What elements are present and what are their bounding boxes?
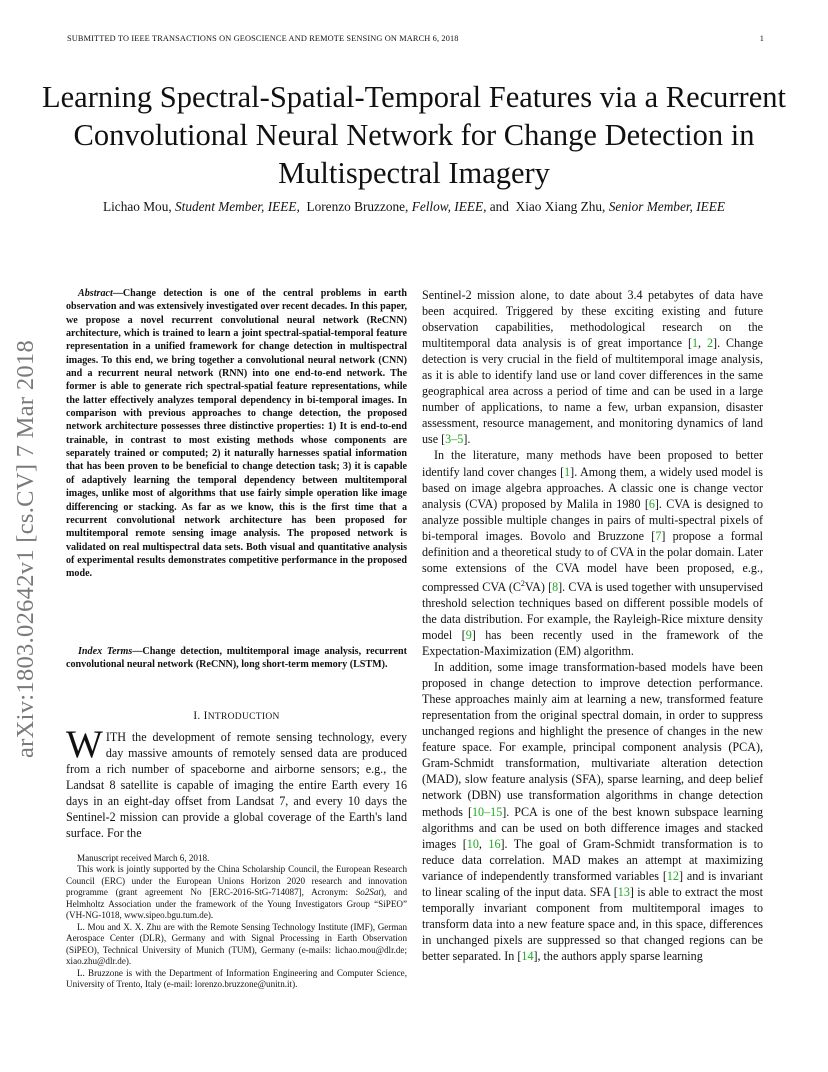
- right-column: [422, 287, 763, 964]
- author-membership: Student Member, IEEE,: [175, 199, 300, 214]
- abstract-lead: Abstract: [78, 288, 113, 299]
- citation-link[interactable]: 16: [488, 836, 501, 851]
- citation-link[interactable]: 8: [552, 579, 559, 594]
- author-list: [40, 198, 788, 216]
- citation-range-dash: –: [484, 804, 491, 819]
- body-text: ]. Among them, a widely used model is based on image algebra approaches. A classic one is change vector analysis (CVA) proposed by Malila in 1980 [: [422, 464, 764, 511]
- author-conjunction: and: [489, 199, 509, 214]
- author-membership: Fellow, IEEE,: [411, 199, 487, 214]
- citation-link[interactable]: 1: [691, 336, 699, 351]
- footnote: [66, 864, 407, 921]
- intro-text: ITH the development of remote sensing technology, every day massive amounts of remotely sensed data are produced from a rich number of spaceborne and airborne sensors; e.g., the Landsat 8 satellite is capable of imaging the entire Earth every 16 days in an eight-day offset from Landsat 7, and every 10 days the Sentinel-2 mission can provide a global coverage of the Earth's land surface. For the: [66, 730, 407, 841]
- index-terms-lead: Index Terms: [78, 646, 133, 657]
- footnote: L. Mou and X. X. Zhu are with the Remote Sensing Technology Institute (IMF), German Aerospace Center (DLR), Germany and with Signal Processing in Earth Observation (SiPEO), Technical University of Munich (TUM), Germany (e-mails: lichao.mou@dlr.de; xiao.zhu@dlr.de).: [66, 921, 407, 967]
- citation-link[interactable]: 6: [648, 496, 655, 511]
- footnote-text: This work is jointly supported by the China Scholarship Council, the European Research Council (ERC) under the European Unions Horizon 2020 research and innovation programme (grant agreement No [ERC-2016-StG-714087], Acronym:: [66, 864, 407, 898]
- superscript: 2: [520, 578, 525, 588]
- body-text: ].: [463, 432, 471, 447]
- footnote-text: ), and Helmholtz Association under the framework of the Young Investigators Group “SiPEO” (VH-NG-1018, www.sipeo.bgu.tum.de).: [66, 887, 407, 921]
- journal-header: SUBMITTED TO IEEE TRANSACTIONS ON GEOSCIENCE AND REMOTE SENSING ON MARCH 6, 2018: [67, 34, 459, 43]
- section-title: NTRODUCTION: [207, 712, 280, 722]
- footnote-text: So2Sat: [355, 887, 381, 898]
- citation-link[interactable]: 14: [521, 948, 534, 963]
- body-text: ]. PCA is one of the best known subspace learning algorithms and can be used on both difference images and stacked images [: [422, 804, 763, 851]
- body-paragraph: [422, 287, 763, 447]
- author-name: Lorenzo Bruzzone,: [306, 199, 409, 214]
- arxiv-stamp: arXiv:1803.02642v1 [cs.CV] 7 Mar 2018: [12, 339, 39, 758]
- body-text: ,: [478, 836, 489, 851]
- author-name: Lichao Mou,: [102, 199, 172, 214]
- body-text: ,: [698, 336, 707, 351]
- body-paragraph: [422, 447, 763, 659]
- paper-title: Learning Spectral-Spatial-Temporal Features via a Recurrent Convolutional Neural Network for Change Detection in Multispectral Imagery: [42, 80, 786, 190]
- body-text: In the literature, many methods have been proposed to better identify land cover changes [: [422, 448, 763, 479]
- citation-link[interactable]: 1: [564, 464, 571, 479]
- body-text: VA) [: [524, 579, 553, 594]
- abstract-text: —Change detection is one of the central problems in earth observation and was extensively investigated over recent decades. In this paper, we propose a novel recurrent convolutional neural network (ReCNN) architecture, which is trained to learn a joint spectral-spatial-temporal feature representation in a unified framework for change detection in multispectral images. To this end, we bring together a convolutional neural network (CNN) and a recurrent neural network (RNN) into one end-to-end network. The former is able to generate rich spectral-spatial feature representations, while the latter effectively analyzes temporal dependency in bi-temporal images. In comparison with previous approaches to change detection, the proposed network architecture possesses three distinctive properties: 1) It is end-to-end trainable, in contrast to most existing methods whose components are separately trained or computed; 2) it naturally harnesses spatial information that has been proven to be beneficial to change detection task; 3) it is capable of adaptively learning the temporal dependency between multitemporal images, unlike most of algorithms that use fairly simple operation like image differencing or stacking. As far as we know, this is the first time that a recurrent convolutional network architecture has been proposed for multitemporal remote sensing image analysis. The proposed network is validated on real multispectral data sets. Both visual and quantitative analysis of experimental results demonstrates competitive performance in the proposed mode.: [66, 288, 407, 580]
- index-terms: [66, 645, 407, 672]
- citation-link[interactable]: 10: [472, 804, 485, 819]
- intro-paragraph: [66, 723, 407, 841]
- citation-link[interactable]: 7: [655, 528, 662, 543]
- body-text: ] has been recently used in the framework of the Expectation-Maximization (EM) algorithm.: [422, 628, 764, 659]
- drop-cap: W: [66, 723, 103, 766]
- page-number: 1: [759, 34, 764, 43]
- abstract: [66, 287, 407, 581]
- body-text: ]. CVA is designed to analyze possible multiple changes in pairs of multi-spectral pixels of bi-temporal images. Bovolo and Bruzzone [: [422, 496, 763, 543]
- body-text: In addition, some image transformation-based models have been proposed in change detection to improve detection performance. These approaches mainly aim at learning a new, transformed feature representation from the original spectral domain, in order to suppress unchanged regions and highlight the presence of changes in the new feature space. For example, principal component analysis (PCA), Gram-Schmidt transformation, multivariate alteration detection (MAD), slow feature analysis (SFA), sparse learning, and deep belief network (DBN) use transformation algorithms in change detection methods [: [422, 660, 763, 819]
- section-numeral: I. I: [193, 710, 208, 722]
- citation-range-dash: –: [451, 432, 458, 447]
- index-terms-text: —Change detection, multitemporal image analysis, recurrent convolutional neural network (ReCNN), long short-term memory (LSTM).: [66, 646, 407, 671]
- body-text: ] and is invariant to linear scaling of the input data. SFA [: [422, 868, 764, 899]
- author-membership: Senior Member, IEEE: [608, 199, 726, 214]
- citation-link[interactable]: 3: [445, 432, 452, 447]
- citation-link[interactable]: 5: [457, 432, 464, 447]
- body-text: ] is able to extract the most temporally invariant component from multitemporal images to transform data into a new feature space and, in this space, differences in unchanged pixels are suppressed so that changed regions can be better separated. In [: [422, 884, 764, 963]
- citation-link[interactable]: 15: [490, 804, 503, 819]
- author-name: Xiao Xiang Zhu,: [515, 199, 606, 214]
- body-text: Sentinel-2 mission alone, to date about 3.4 petabytes of data have been acquired. Triggered by these exciting existing and future observation capabilities, methodological research on the multitemporal data analysis is of great importance [: [422, 288, 763, 351]
- body-paragraph: [422, 659, 763, 964]
- citation-link[interactable]: 2: [707, 336, 714, 351]
- body-text: ]. CVA is used together with unsupervised threshold selection techniques based on different possible models of the data distribution. For example, the Rayleigh-Rice mixture density model [: [422, 579, 763, 643]
- citation-link[interactable]: 12: [666, 868, 679, 883]
- body-text: ] propose a formal definition and a theoretical study to of CVA in the polar domain. Later some extensions of the CVA model have been proposed, e.g., compressed CVA (C: [422, 528, 763, 594]
- footnote: L. Bruzzone is with the Department of Information Engineering and Computer Science, University of Trento, Italy (e-mail: lorenzo.bruzzone@unitn.it).: [66, 967, 407, 989]
- citation-link[interactable]: 10: [466, 836, 479, 851]
- running-head: [67, 34, 764, 46]
- body-text: ]. The goal of Gram-Schmidt transformation is to reduce data correlation. MAD makes an attempt at maximizing variance of independently transformed variables [: [422, 836, 763, 883]
- citation-link[interactable]: 9: [465, 628, 472, 643]
- citation-link[interactable]: 13: [617, 884, 630, 899]
- footnote: Manuscript received March 6, 2018.: [77, 853, 210, 863]
- section-heading: [66, 710, 407, 722]
- footnotes: [66, 853, 407, 990]
- body-text: ], the authors apply sparse learning: [533, 948, 703, 963]
- body-text: ]. Change detection is very crucial in the field of multitemporal image analysis, as it is able to identify land use or land cover differences in the same geographical area across a period of time and can be used in a large number of applications, to name a few, urban expansion, disaster assessment, resource management, and monitoring dynamics of land use [: [422, 336, 763, 447]
